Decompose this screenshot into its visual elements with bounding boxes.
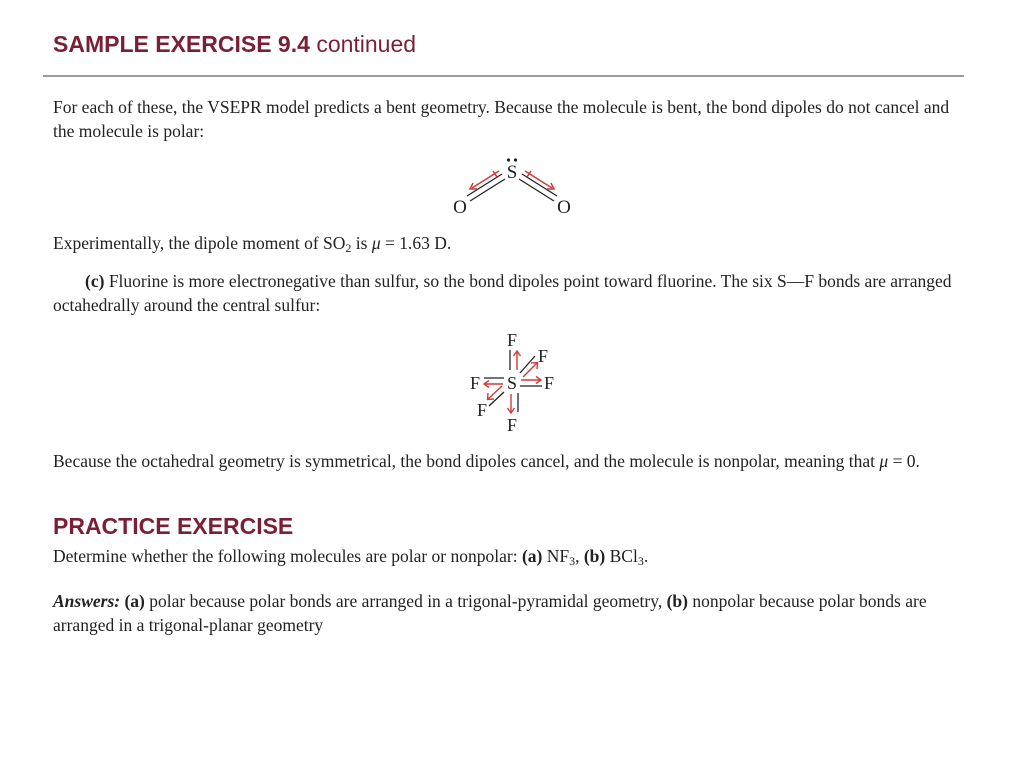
answer-a-label: (a) bbox=[124, 591, 145, 611]
mu-symbol: μ bbox=[371, 233, 381, 253]
atom-f-back: F bbox=[537, 346, 549, 366]
formula-bcl3: BCl bbox=[605, 546, 638, 566]
part-a-label: (a) bbox=[521, 546, 543, 566]
atom-f-right: F bbox=[543, 373, 555, 393]
part-c-text: Fluorine is more electronegative than sulfur, so the bond dipoles point toward fluorine. The six S—F bonds are arranged octahedrally around the central sulfur: bbox=[53, 271, 952, 315]
atom-o-right: O bbox=[557, 197, 571, 218]
sf6-diagram bbox=[460, 328, 570, 436]
practice-exercise-heading: PRACTICE EXERCISE bbox=[53, 513, 294, 539]
atom-s: S bbox=[506, 162, 518, 183]
title-continued: continued bbox=[316, 31, 417, 57]
practice-question bbox=[53, 544, 958, 568]
paragraph-part-c bbox=[53, 269, 958, 317]
paragraph-octahedral bbox=[53, 449, 958, 473]
answers-label: Answers: bbox=[53, 591, 121, 611]
part-b-label: (b) bbox=[583, 546, 606, 566]
page-title bbox=[53, 31, 416, 58]
paragraph-bent-geometry: For each of these, the VSEPR model predicts a bent geometry. Because the molecule is bent, the bond dipoles do not cancel and the molecule is polar: bbox=[53, 97, 950, 141]
atom-o-left: O bbox=[453, 197, 467, 218]
title-divider bbox=[43, 75, 964, 77]
octahedral-value: = 0. bbox=[888, 451, 920, 471]
dipole-moment-sentence bbox=[53, 231, 958, 255]
dipole-arrow-left bbox=[470, 171, 499, 189]
separator: , bbox=[575, 546, 584, 566]
answers-paragraph bbox=[53, 589, 958, 637]
subscript: 2 bbox=[345, 241, 352, 255]
atom-f-top: F bbox=[506, 330, 518, 350]
dipole-value: = 1.63 D. bbox=[380, 233, 452, 253]
atom-f-left: F bbox=[469, 373, 481, 393]
question-text: Determine whether the following molecules are polar or nonpolar: bbox=[53, 546, 522, 566]
part-c-label: (c) bbox=[85, 271, 105, 291]
octahedral-text: Because the octahedral geometry is symmetrical, the bond dipoles cancel, and the molecule is nonpolar, meaning that bbox=[53, 451, 880, 471]
atom-f-bottom: F bbox=[506, 415, 518, 435]
subscript: 3 bbox=[637, 554, 644, 568]
dipole-text: Experimentally, the dipole moment of SO bbox=[53, 233, 346, 253]
formula-nf3: NF bbox=[542, 546, 570, 566]
answer-a-text: polar because polar bonds are arranged in a trigonal-pyramidal geometry, bbox=[144, 591, 667, 611]
dipole-text: is bbox=[351, 233, 372, 253]
dipole-arrow-right bbox=[525, 171, 554, 189]
so2-diagram bbox=[440, 152, 590, 218]
atom-f-front: F bbox=[476, 400, 488, 420]
period: . bbox=[643, 546, 649, 566]
mu-symbol: μ bbox=[879, 451, 889, 471]
subscript: 3 bbox=[569, 554, 576, 568]
atom-s-center: S bbox=[506, 373, 518, 393]
answer-b-label: (b) bbox=[666, 591, 688, 611]
answer-b-text: nonpolar because polar bonds are arranged in a trigonal-planar geometry bbox=[53, 591, 927, 635]
title-bold: SAMPLE EXERCISE 9.4 bbox=[53, 31, 310, 57]
